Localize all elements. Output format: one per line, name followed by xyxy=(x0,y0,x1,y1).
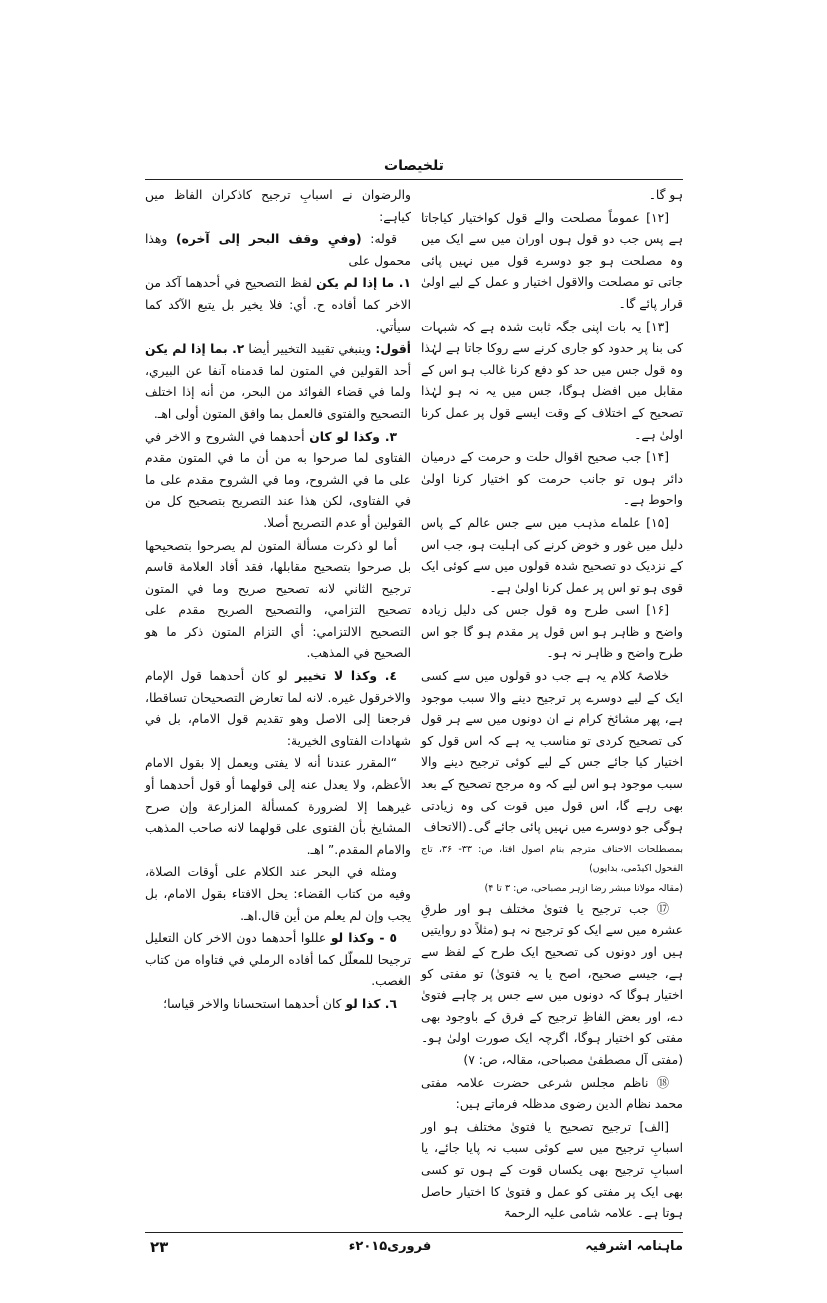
paragraph xyxy=(421,447,683,512)
paragraph xyxy=(145,753,411,861)
paragraph-text: [۱۶] اسی طرح وہ قول جس کی دلیل زیادہ واضح و ظاہر ہو اس قول پر مقدم ہو گا جو اس طرح واضح و ظاہر نہ ہو۔ xyxy=(421,603,683,661)
two-column-body xyxy=(145,185,683,1226)
paragraph-text: “المقرر عندنا أنه لا يفتى ويعمل إلا بقول الامام الأعظم، ولا يعدل عنه إلى قولهما أو قول أحدهما أو غيرهما إلا لضرورة كمسألة المزارعة وإن صرح المشايخ بأن الفتوى على قولهما لانه صاحب المذهب والامام المقدم.” اهـ. xyxy=(145,756,411,857)
paragraph-text: بمصطلحات الاحناف مترجم بنام اصول افتا، ص: ۳۳- ۳۶، تاج الفحول اکیڈمی، بدایوں) xyxy=(421,843,683,874)
paragraph-text: أحدهما في الشروح و الاخر في الفتاوى لما صرحوا به من أن ما في المتون مقدم على ما في الشروح، وما في الشروح مقدم على ما في الفتاوى، لكن هذا عند التصريح بتصحيح كل من القولين أو عدم التصريح أصلا. xyxy=(145,429,411,530)
paragraph xyxy=(421,600,683,665)
citation xyxy=(421,840,683,878)
paragraph xyxy=(145,994,411,1016)
bold-heading-text: أقول: xyxy=(375,342,411,357)
paragraph xyxy=(421,208,683,316)
paragraph-text: [۱۳] یہ بات اپنی جگہ ثابت شدہ ہے کہ شبہات کی بنا پر حدود کو جاری کرنے سے روکا جاتا ہے لہٰذا وہ قول جس میں حد کو دفع کرنا غالب ہو اس کے مقابل میں افضل ہوگا، جس میں یہ نہ ہو لہٰذا تصحیح کے اختلاف کے وقت ایسے قول پر عمل کرنا اولیٰ ہے۔ xyxy=(421,319,683,442)
footer-date: فروری۲۰۱۵ء xyxy=(348,1238,432,1254)
citation xyxy=(421,879,683,898)
paragraph-text: والرضوان نے اسبابِ ترجیح کاذکران الفاظ میں کیاہے: xyxy=(145,188,411,224)
left-column-arabic xyxy=(145,185,411,1017)
paragraph xyxy=(421,899,683,1072)
paragraph xyxy=(145,229,411,272)
paragraph-text: أما لو ذكرت مسألة المتون لم يصرحوا بتصحيحها بل صرحوا بتصحيح مقابلها، فقد أفاد العلامة قاسم ترجيح الثاني لانه تصحيح صريح وما في المتون تصحيح التزامي، والتصحيح الصريح مقدم على التصحيح الالتزامي: أي التزام المتون ذكر ما هو الصحيح في المذهب. xyxy=(145,538,411,661)
page-number: ۲۳ xyxy=(150,1237,169,1256)
paragraph-text: عللوا أحدهما دون الاخر كان التعليل ترجيحا للمعلّل كما أفاده الرملي في فتاواه من كتاب الغصب. xyxy=(145,931,411,989)
paragraph xyxy=(145,339,411,425)
paragraph-text: ومثله في البحر عند الكلام على أوقات الصلاة، وفيه من كتاب القضاء: يحل الافتاء بقول الامام، بل يجب وإن لم يعلم من أين قال.اهـ. xyxy=(145,865,411,923)
paragraph xyxy=(421,185,683,207)
bold-heading-text: ٣. وكذا لو كان xyxy=(309,429,397,444)
paragraph xyxy=(145,928,411,993)
bold-heading-text: ٥ - وكذا لو xyxy=(330,931,397,946)
bold-heading-text: ٦. كذا لو xyxy=(345,996,397,1011)
paragraph xyxy=(421,317,683,447)
paragraph-text: [الف] ترجیح تصحیح یا فتویٰ مختلف ہو اور اسبابِ ترجیح میں سے کوئی سبب نہ پایا جائے، یا اسبابِ ترجیح بھی یکساں قوت کے ہوں تو کسی بھی ایک پر مفتی کو عمل و فتویٰ کا اختیار حاصل ہوتا ہے۔ علامہ شامی علیہ الرحمۃ xyxy=(421,1119,683,1221)
header-rule xyxy=(145,179,683,180)
paragraph xyxy=(145,185,411,228)
paragraph-text: قوله: xyxy=(361,232,398,247)
paragraph-text: ⑰ جب ترجیح یا فتویٰ مختلف ہو اور طرقِ عشرہ میں سے ایک کو ترجیح نہ ہو (مثلاً دو روایتیں ہیں اور دونوں کی تصحیح ایک طرح کے لفظ سے ہے، جیسے صحیح، اصح یا یہ فتویٰ) تو مفتی کو اختیار ہوگا کہ دونوں میں سے جس پر چاہے فتویٰ دے، اور بعض الفاظِ ترجیح کے فرق کے باوجود بھی مفتی کو اختیار ہوگا، اگرچہ ایک صورت اولیٰ ہو۔ (مفتی آل مصطفیٰ مصباحی، مقالہ، ص: ۷) xyxy=(421,901,683,1067)
paragraph xyxy=(145,666,411,752)
paragraph-text: خلاصۂ کلام یہ ہے جب دو قولوں میں سے کسی ایک کے لیے دوسرے پر ترجیح دینے والا سبب موجود ہے، پھر مشائخ کرام نے ان دونوں میں سے ہر قول کی تصحیح کردی تو مناسب یہ ہے کہ اس قول کو اختیار کیا جائے جس کے لیے کوئی ترجیح دینے والا سبب موجود ہو اس لیے کہ وہ مرجح تصحیح کے بعد بھی رہے گا، اس قول میں قوت کی وہ زیادتی ہوگی جو دوسرے میں نہیں پائی جائے گی۔(الاتحاف xyxy=(421,669,683,835)
magazine-page xyxy=(145,0,683,1303)
paragraph xyxy=(145,536,411,666)
paragraph xyxy=(421,1117,683,1225)
bold-heading-text: ٤. وكذا لا تخيير xyxy=(295,669,397,684)
page-section-title: تلخیصات xyxy=(384,158,444,174)
paragraph xyxy=(145,273,411,338)
footer-rule xyxy=(145,1232,683,1233)
paragraph-text: [۱۴] جب صحیح اقوال حلت و حرمت کے درمیان دائر ہوں تو جانب حرمت کو اختیار کرنا اولیٰ واحوط ہے۔ xyxy=(421,450,683,508)
bold-heading-text: ١. ما إذا لم يكن xyxy=(316,276,411,291)
paragraph-text: لفظ التصحيح في أحدهما آكد من الاخر كما أفاده ح. أي: فلا يخير بل يتبع الآكد كما سيأتي. xyxy=(145,276,411,334)
paragraph xyxy=(421,513,683,599)
footer xyxy=(145,1237,683,1263)
paragraph-text: ہو گا۔ xyxy=(648,188,683,202)
paragraph-text: لو كان أحدهما قول الإمام والاخرقول غيره. لانه لما تعارض التصحيحان تساقطا، فرجعنا إلى الاصل وهو تقديم قول الامام، بل في شهادات الفتاوى الخيرية: xyxy=(145,669,411,748)
paragraph-text: أحد القولين في المتون لما قدمناه آنفا عن البيري، ولما في قضاء الفوائد من البحر، من أنه إذا اختلف التصحيح والفتوى فالعمل بما وافق المتون أولى اهـ. xyxy=(145,363,411,421)
bold-heading-text: ٢. بما إذا لم يكن xyxy=(145,342,245,357)
paragraph-text: ⑱ ناظم مجلس شرعی حضرت علامہ مفتی محمد نظام الدین رضوی مدظلہ فرماتے ہیں: xyxy=(421,1075,683,1112)
right-column-urdu xyxy=(421,185,683,1226)
paragraph xyxy=(145,862,411,927)
paragraph-text: وهذا محمول على xyxy=(145,232,411,268)
paragraph xyxy=(145,427,411,535)
paragraph xyxy=(421,1073,683,1116)
paragraph-text: [۱۲] عموماً مصلحت والے قول کواختیار کیاجاتا ہے پس جب دو قول ہوں اوران میں سے ایک میں وہ مصلحت ہو جو دوسرے قول میں نہیں پائی جاتی تو مصلحت والاقول اختیار و عمل کے لیے اولیٰ قرار پائے گا۔ xyxy=(421,210,683,311)
bold-heading-text: (وفيِ وقف البحر إلى آخره) xyxy=(176,232,362,247)
paragraph-text: وينبغي تقييد التخيير أيضا xyxy=(244,342,376,357)
footer-magazine-name: ماہنامہ اشرفیہ xyxy=(585,1238,683,1254)
paragraph xyxy=(421,666,683,839)
paragraph-text: كان أحدهما استحسانا والاخر قياسا؛ xyxy=(163,996,346,1011)
paragraph-text: [۱۵] علماے مذہب میں سے جس عالم کے پاس دلیل میں غور و خوض کرنے کی اہلیت ہو، جب اس کے نزدیک دو تصحیح شدہ قولوں میں سے کوئی ایک قوی ہو تو اس پر عمل کرنا اولیٰ ہے۔ xyxy=(421,515,683,595)
paragraph-text: (مقالہ مولانا مبشر رضا ازہر مصباحی، ص: ۳ تا ۴) xyxy=(484,882,683,894)
